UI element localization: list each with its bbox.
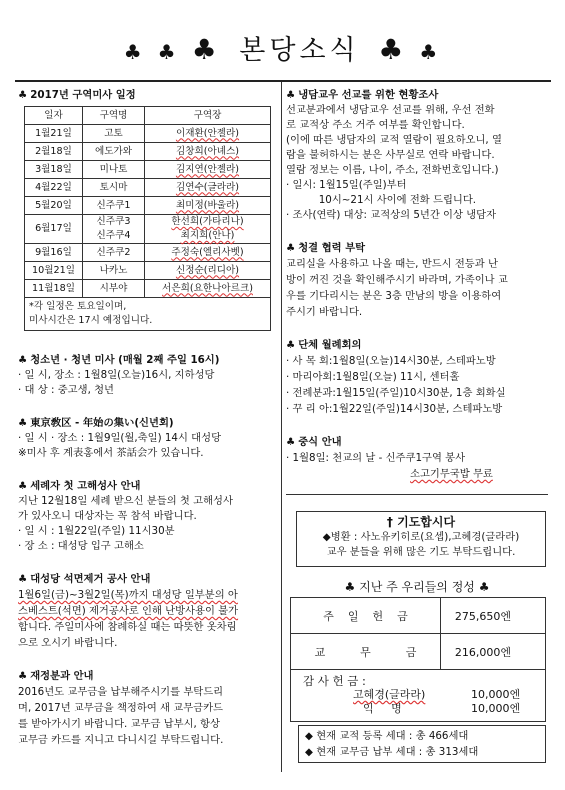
rest-body: · 1월8일: 천교의 날 - 신주쿠1구역 봉사 소고기무국밥 무료 (286, 452, 493, 480)
finance-body: 2016년도 교무금을 납부해주시기를 부탁드리 며, 2017년 교무금을 책정하여 새 교무금카드 를 받아가시기 바랍니다. 교무금 납부시, 항상 교무금 카드를 지니고 다니시길 부탁드립니다. (18, 686, 224, 746)
finance-title: ♣ 재정분과 안내 (18, 670, 94, 682)
page-title (0, 28, 565, 67)
confession-body: 지난 12월18일 세례 받으신 분들의 첫 고해성사 가 있사오니 대상자는 꼭 참석 바랍니다. · 일 시 : 1월22일(주일) 11시30분 · 장 소 : 대성당 입구 고해소 (18, 495, 233, 552)
club-icon: ♣ (157, 40, 180, 64)
table-note-row (25, 298, 271, 331)
table-row (25, 262, 271, 280)
table-cell: 김연수(글라라) (145, 179, 271, 197)
offering-title: ♣ 지난 주 우리들의 정성 ♣ (344, 580, 490, 594)
survey-body: 선교분과에서 냉담교우 선교를 위해, 우선 전화 로 교적상 주소 거주 여부를 확인합니다. (이에 따른 냉담자의 교적 열람이 필요하오니, 열 람을 불허하시는 분은 사무실로 연락 바랍니다. 열람 정보는 이름, 나이, 주소, 전화번호입니다.) · 일시: 1월15일(주일)부터 10시~21시 사이에 전화 드립니다. · 조사(연락) 대상: 교적상의 5년간 이상 냉담자 (286, 104, 502, 221)
offering-label: 교 무 금 (291, 634, 441, 670)
special-offering-item: 익 명 10,000엔 (363, 702, 521, 715)
stats-line: ◆ 현재 교무금 납부 세대 : 총 313세대 (305, 746, 479, 758)
table-cell: 신주쿠1 (83, 197, 145, 215)
column-divider (281, 82, 282, 772)
club-icon: ♣ (18, 670, 28, 682)
table-cell: 9월16일 (25, 244, 83, 262)
offering-table (290, 597, 546, 722)
table-cell: 시부야 (83, 280, 145, 298)
cleaning-title: ♣ 청결 협력 부탁 (286, 242, 366, 254)
club-icon: ♣ (18, 573, 28, 585)
table-cell: 11월18일 (25, 280, 83, 298)
table-header: 일자 (25, 107, 83, 125)
table-cell: 신주쿠3 신주쿠4 (83, 215, 145, 244)
table-cell: 3월18일 (25, 161, 83, 179)
table-header-row (25, 107, 271, 125)
table-row (25, 215, 271, 244)
groups-title: ♣ 단체 월례회의 (286, 339, 362, 351)
table-row (25, 280, 271, 298)
mass-schedule-table (24, 106, 271, 331)
prayer-line: 교우 분들을 위해 많은 기도 부탁드립니다. (326, 546, 516, 558)
offering-amount: 216,000엔 (441, 634, 546, 670)
table-cell: 고토 (83, 125, 145, 143)
table-cell: 10월21일 (25, 262, 83, 280)
youth-mass-title: ♣ 청소년 · 청년 미사 (매월 2째 주일 16시) (18, 354, 220, 366)
newyear-title: ♣ 東京敎区 - 年始の集い(신년회) (18, 417, 174, 429)
table-cell: 최미정(바울라) (145, 197, 271, 215)
club-icon: ♣ (123, 40, 146, 64)
club-icon: ♣ (191, 33, 221, 66)
club-icon: ♣ (18, 417, 28, 429)
construction-body: 1월6일(금)~3월2일(목)까지 대성당 일부분의 아 스베스트(석면) 제거공사로 인해 난방사용이 불가 합니다. 주일미사에 참례하실 때는 따뜻한 옷차림 으로 오시기 바랍니다. (18, 589, 239, 649)
club-icon: ♣ (286, 339, 296, 351)
table-cell: 나카노 (83, 262, 145, 280)
club-icon: ♣ (18, 354, 28, 366)
stats-box (298, 725, 546, 763)
rest-title: ♣ 중식 안내 (286, 436, 342, 448)
special-offering-item: 고혜경(글라라) 10,000엔 (353, 688, 521, 701)
offering-label: 주 일 헌 금 (291, 598, 441, 634)
survey-title: ♣ 냉담교우 선교를 위한 현황조사 (286, 89, 439, 101)
right-column (286, 82, 548, 482)
youth-mass-body: · 일 시, 장소 : 1월8일(오늘)16시, 지하성당 · 대 상 : 중고생, 청년 (18, 369, 215, 396)
table-cell: 토시마 (83, 179, 145, 197)
special-offering-label: 감 사 헌 금 : (303, 674, 366, 688)
prayer-line: ◆병환 : 사노유키히로(요셉),고혜경(글라라) (322, 531, 520, 543)
confession-title: ♣ 세례자 첫 고해성사 안내 (18, 480, 141, 492)
club-icon: ♣ (419, 40, 442, 64)
stats-line: ◆ 현재 교적 등록 세대 : 총 466세대 (305, 730, 469, 742)
table-cell: 신정순(리디아) (145, 262, 271, 280)
newyear-body: · 일 시 · 장소 : 1월9일(월,축일) 14시 대성당 ※미사 후 계表홍에서 茶話会가 있습니다. (18, 432, 222, 459)
left-column (18, 82, 276, 748)
offering-amount: 275,650엔 (441, 598, 546, 634)
table-note: *각 일정은 토요일이며, 미사시간은 17시 예정입니다. (25, 298, 271, 331)
table-header: 구역장 (145, 107, 271, 125)
table-cell: 주정숙(엘리사벳) (145, 244, 271, 262)
table-row (25, 143, 271, 161)
groups-body: · 사 목 회:1월8일(오늘)14시30분, 스테파노방 · 마리아회:1월8일(오늘) 11시, 센터홀 · 전례분과:1월15일(주일)10시30분, 1층 회화실 · 꾸 리 아:1월22일(주일)14시30분, 스테파노방 (286, 355, 506, 415)
offering-row (291, 634, 546, 670)
club-icon: ♣ (286, 436, 296, 448)
table-row (25, 244, 271, 262)
table-cell: 에도가와 (83, 143, 145, 161)
table-cell: 1월21일 (25, 125, 83, 143)
table-cell: 한선희(가타리나) 최지희(안나) (145, 215, 271, 244)
mass-schedule-title: ♣ 2017년 구역미사 일정 (18, 89, 136, 101)
table-cell: 4월22일 (25, 179, 83, 197)
table-cell: 2월18일 (25, 143, 83, 161)
construction-title: ♣ 대성당 석면제거 공사 안내 (18, 573, 151, 585)
cleaning-body: 교리실을 사용하고 나올 때는, 반드시 전등과 난 방이 꺼진 것을 확인해주시기 바라며, 가족이나 교 우를 기다리시는 분은 3층 만남의 방을 이용하여 주시기 바랍니다. (286, 258, 508, 318)
table-cell: 5월20일 (25, 197, 83, 215)
club-icon: ♣ (286, 242, 296, 254)
table-cell: 신주쿠2 (83, 244, 145, 262)
table-row (25, 125, 271, 143)
prayer-box (296, 511, 546, 567)
title-text: 본당소식 (239, 35, 360, 66)
club-icon: ♣ (378, 33, 408, 66)
club-icon: ♣ (286, 89, 296, 101)
offering-row (291, 598, 546, 634)
table-cell: 미나토 (83, 161, 145, 179)
table-row (25, 179, 271, 197)
right-divider (286, 494, 548, 495)
table-header: 구역명 (83, 107, 145, 125)
club-icon: ♣ (18, 480, 28, 492)
table-row (25, 161, 271, 179)
table-row (25, 197, 271, 215)
club-icon: ♣ (18, 89, 28, 101)
table-cell: 서은희(요한나아르크) (145, 280, 271, 298)
prayer-title: † 기도합시다 (386, 515, 456, 529)
offering-special-row (291, 670, 546, 722)
table-cell: 6월17일 (25, 215, 83, 244)
table-cell: 김지연(안젤라) (145, 161, 271, 179)
table-cell: 김창희(아녜스) (145, 143, 271, 161)
table-cell: 이재환(안젤라) (145, 125, 271, 143)
